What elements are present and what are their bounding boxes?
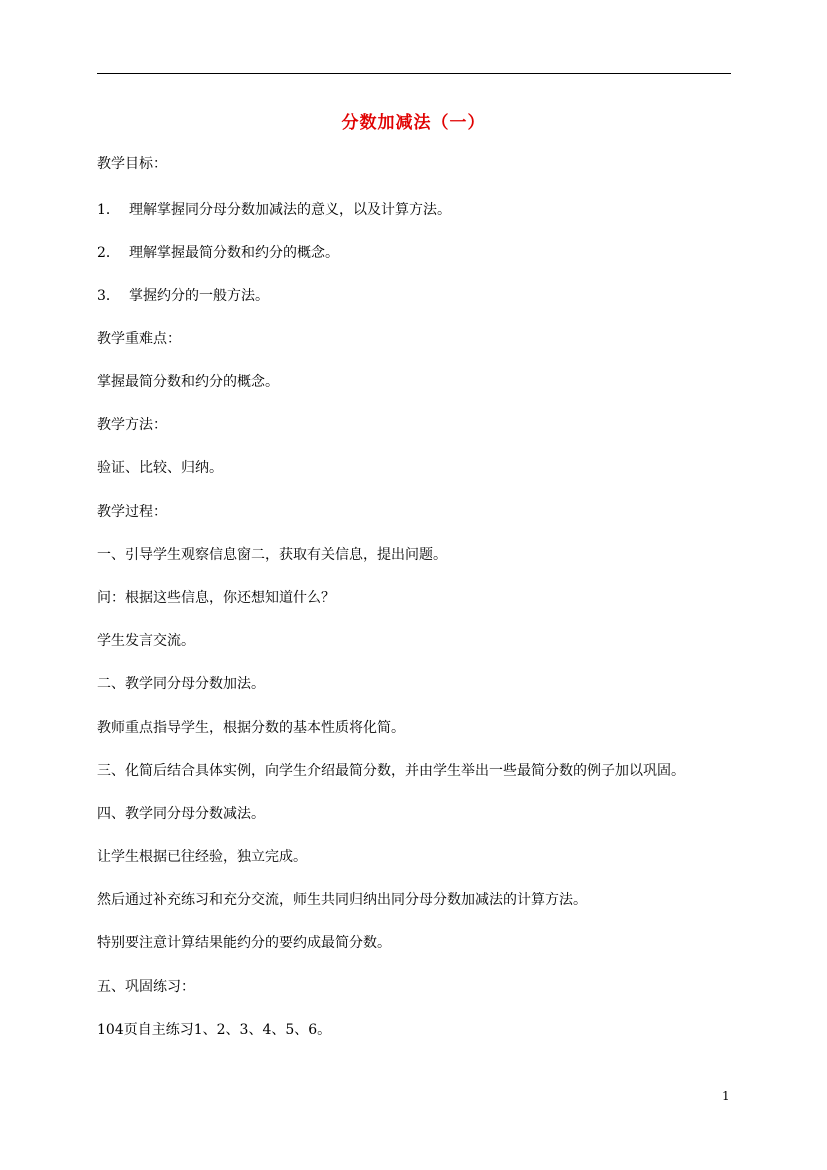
goal-item — [97, 244, 339, 262]
goal-text: 理解掌握同分母分数加减法的意义，以及计算方法。 — [129, 202, 451, 218]
process-line: 然后通过补充练习和充分交流，师生共同归纳出同分母分数加减法的计算方法。 — [97, 892, 587, 908]
goal-number: 2． — [97, 245, 120, 261]
process-line: 学生发言交流。 — [97, 633, 195, 649]
process-line: 让学生根据已往经验，独立完成。 — [97, 849, 307, 865]
process-line: 教师重点指导学生，根据分数的基本性质将化简。 — [97, 720, 405, 736]
process-line: 104页自主练习1、2、3、4、5、6。 — [97, 1022, 332, 1038]
process-line: 问：根据这些信息，你还想知道什么？ — [97, 590, 335, 606]
process-line: 二、教学同分母分数加法。 — [97, 676, 265, 692]
process-line: 四、教学同分母分数减法。 — [97, 806, 265, 822]
process-heading: 教学过程： — [97, 504, 167, 520]
process-line: 五、巩固练习： — [97, 979, 195, 995]
page-number: 1 — [722, 1089, 730, 1103]
process-line: 特别要注意计算结果能约分的要约成最简分数。 — [97, 935, 391, 951]
goals-heading: 教学目标： — [97, 156, 167, 172]
document-title: 分数加减法（一） — [341, 113, 486, 133]
goal-item — [97, 201, 451, 219]
goal-text: 理解掌握最简分数和约分的概念。 — [129, 245, 339, 261]
methods-text: 验证、比较、归纳。 — [97, 460, 223, 476]
goal-number: 3． — [97, 288, 120, 304]
goal-item — [97, 287, 269, 305]
header-rule — [97, 73, 731, 74]
key-points-text: 掌握最简分数和约分的概念。 — [97, 374, 279, 390]
goal-number: 1． — [97, 202, 120, 218]
goal-text: 掌握约分的一般方法。 — [129, 288, 269, 304]
process-line: 三、化简后结合具体实例，向学生介绍最简分数，并由学生举出一些最简分数的例子加以巩固。 — [97, 763, 685, 779]
process-line: 一、引导学生观察信息窗二，获取有关信息，提出问题。 — [97, 547, 447, 563]
key-points-heading: 教学重难点： — [97, 331, 181, 347]
methods-heading: 教学方法： — [97, 417, 167, 433]
